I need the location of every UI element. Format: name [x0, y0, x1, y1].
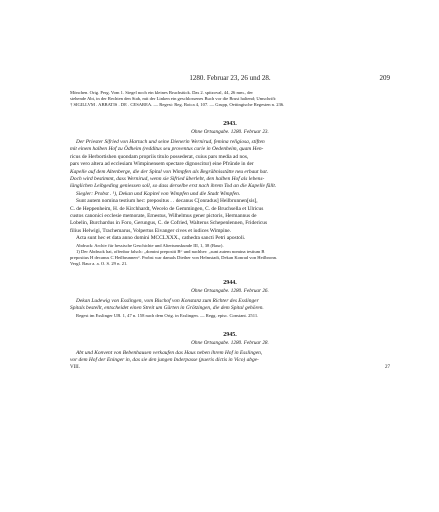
- summary-line: Kapelle auf dem Altenberge, die der Spital von Wimpfen als Begräbnisstätte neu erbaut hat.: [70, 168, 269, 175]
- summary-line: vor dem Hof der Eninger in, das sie den jungen Inderpasse (pueris dictis in Vico) abge-: [70, 356, 259, 363]
- summary-line: Der Priester Sifried von Hartach und seine Dienerin Wernirud, femina religiosa, stiften: [76, 139, 265, 145]
- summary-line: Spitals bestellt, entscheidet einen Streit um Gärten in Grötzingen, die dem Spital gehören.: [70, 305, 264, 312]
- signature-mark: VIII.: [70, 365, 80, 371]
- document-date: Ohne Ortsangabe. 1280. Februar 23.: [191, 129, 269, 135]
- summary-line: Abt und Konvent von Bebenhausen verkaufen das Haus neben ihrem Hof in Esslingen,: [76, 349, 263, 356]
- summary-line: pars vero altera ad ecclesiam Wimpinensem spectare dignoscitur) eine Pfründe in der: [70, 161, 254, 168]
- witness-line: Lobelin, Burchardus in Foro, Gerungus, C. de Cofried, Walterus Schepenlennen, Fridericus: [70, 220, 268, 227]
- witness-line: C. de Heppenheim, H. de Kirchhardt, Wecelo de Gemmingen, C. de Bruchsella et Ulricus: [70, 205, 264, 212]
- witness-line: custos canonici ecclesie memorate, Ernestus, Wilhelmus gener pictoris, Hermannus de: [70, 213, 257, 220]
- document-number: 2945.: [223, 331, 237, 338]
- header-title: 1280. Februar 23, 26 und 28.: [189, 74, 271, 82]
- summary-line: ricus de Herbortishen quondam propriis titulo possederat, cuius pars media ad nos,: [70, 153, 249, 160]
- footnote-line: Vergl. Baur a. a. O. S. 29 n. 21.: [70, 260, 128, 266]
- note-line: Mönchen. Orig. Perg. Vom 1. Siegel noch ein kleines Bruchstück. Das 2. spitzoval, 44, 26 mm., der: [70, 90, 253, 95]
- sheet-number: 27: [385, 365, 390, 371]
- document-date: Ohne Ortsangabe. 1280. Februar 26.: [191, 287, 269, 294]
- summary-line: Dekan Ludewig von Esslingen, vom Bischof von Konstanz zum Richter des Esslinger: [76, 297, 259, 304]
- summary-line: Doch wird bestimmt, dass Wernirud, wenn sie Sifried überlebt, den halben Hof als lebens-: [70, 176, 265, 183]
- note-line: † SIGILLVM . ABBATIS . DE . CESAREA. — Regest: Reg. Boica 4, 107. — Grupp, Oettingische Regesten n. 236.: [70, 102, 285, 107]
- note-line: stehende Abt, in der Rechten den Stab, mit der Linken ein geschlossenes Buch vor die Brust haltend; Umschrift:: [70, 96, 277, 101]
- witness-line: Sunt autem nomina testium hec: prepositus . . decanus C[onradus] Heilbrunnen[sis],: [76, 198, 258, 205]
- summary-line: mit einem halben Hof zu Ödheim (redditus seu proventus curie in Oedenheim, quam Hen-: [70, 146, 264, 153]
- document-2943: [70, 120, 390, 267]
- page-footer: [70, 365, 390, 373]
- page-number: 209: [379, 74, 390, 82]
- document-2945: [70, 331, 390, 365]
- document-2944: [70, 279, 390, 319]
- footnote-line: 1) Der Abdruck hat, offenbar falsch: „domini prepositi B“ und nachher: „sunt autem nomina testium B: [76, 248, 265, 254]
- witness-line: filius Helwigi, Trachemarus, Volpertus Eivanger cives et iudices Wimpine.: [70, 227, 232, 234]
- text-column: [70, 74, 390, 373]
- sealer-line: Siegler: Probst . ¹), Dekan und Kapitel von Wimpfen und die Stadt Wimpfen.: [76, 190, 241, 197]
- previous-document-note: [70, 90, 390, 108]
- running-header: [70, 74, 390, 86]
- footnote-line: prepositus H decanus C Heilbrunnen“. Probst war damals Diether von Helmstadt, Dekan Konrad von Heilbronn.: [70, 254, 278, 260]
- document-number: 2944.: [223, 279, 237, 286]
- dating-line: Acta sunt hec et data anno domini MCCLXXX., cathedra sancti Petri apostoli.: [76, 235, 246, 242]
- footnote-line: Abdruck: Archiv für hessische Geschichte und Altertumskunde III, 1, 38 (Baur).: [76, 242, 224, 248]
- document-date: Ohne Ortsangabe. 1280. Februar 28.: [191, 339, 269, 346]
- regest-line: Regest im Esslinger UB. 1, 47 n. 158 nach dem Orig. in Esslingen. — Regg. episc. Constant. 2511.: [76, 312, 259, 318]
- summary-line: länglichen Leibgeding geniessen soll, so dass derselbe erst nach ihrem Tod an die Kapelle fällt.: [70, 183, 277, 190]
- document-number: 2943.: [223, 121, 237, 127]
